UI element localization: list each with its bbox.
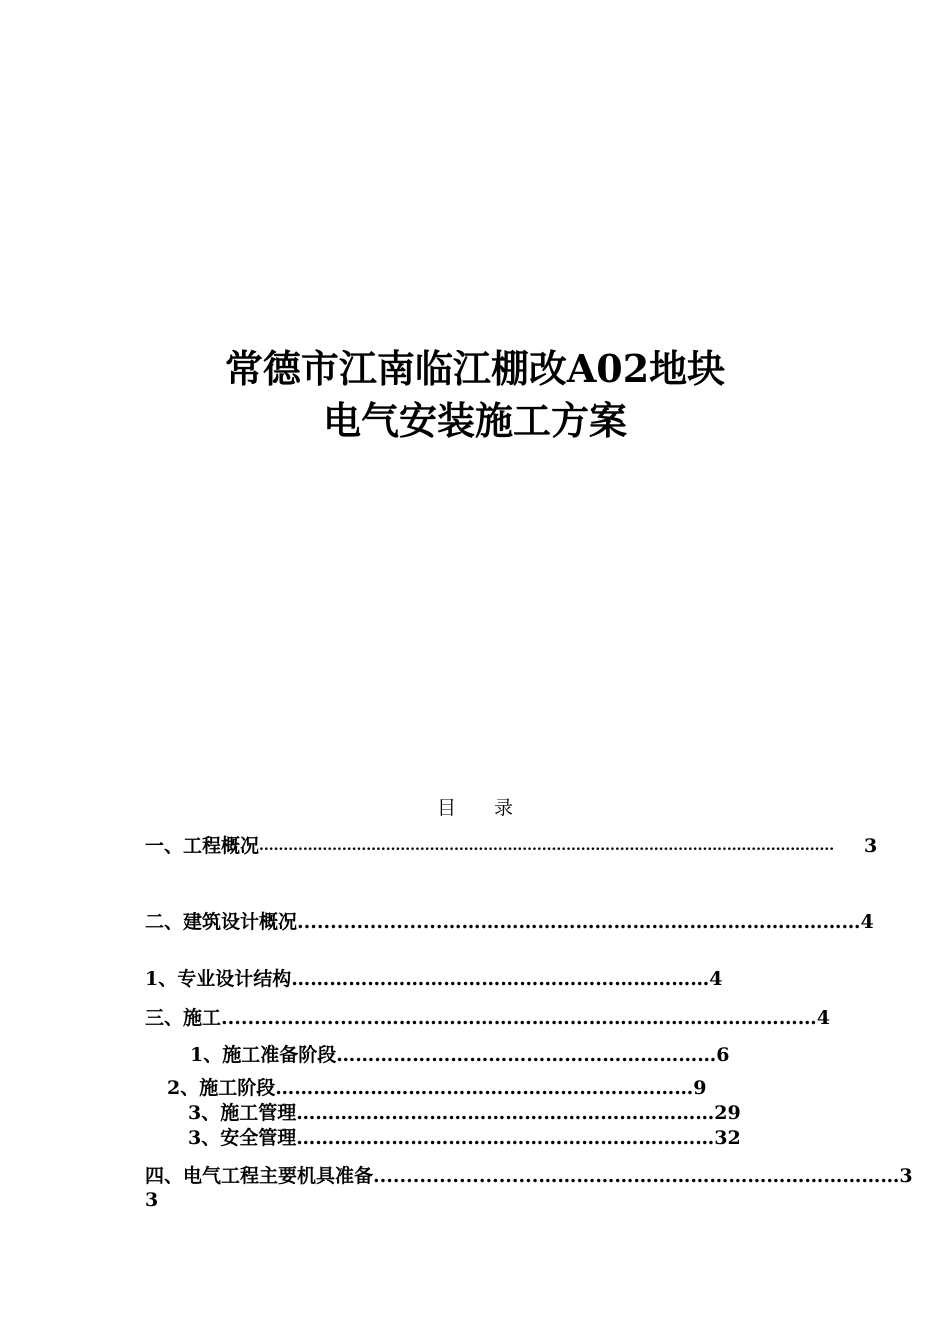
toc-entry-label: 1、专业设计结构 [145, 968, 292, 990]
toc-entry-label: 3、施工管理 [188, 1102, 297, 1124]
toc-entry-label: 1、施工准备阶段 [190, 1044, 337, 1066]
toc-entry-7[interactable] [188, 1101, 818, 1125]
toc-entry-label: 3、安全管理 [188, 1127, 297, 1149]
toc-page-number: 6 [716, 1044, 730, 1066]
toc-leader-dots: ...................................................................................................................... [259, 838, 835, 854]
toc-entry-label: 三、施工 [145, 1007, 222, 1029]
toc-leader-dots: ………………………………………………………… [291, 968, 710, 990]
toc-page-number: 29 [714, 1102, 741, 1124]
toc-page-number: 9 [693, 1077, 707, 1099]
toc-entry-5[interactable] [190, 1043, 810, 1067]
toc-page-number: 32 [714, 1127, 741, 1149]
toc-leader-dots: ………………………………………………………… [296, 1127, 715, 1149]
toc-page-number: 3 [864, 835, 878, 857]
document-title-line-1: 常德市江南临江棚改A02地块 [224, 346, 726, 391]
toc-entry-6[interactable] [167, 1076, 787, 1100]
toc-entry-4[interactable] [145, 1006, 915, 1030]
toc-entry-label: 二、建筑设计概况 [145, 911, 298, 933]
document-title-line-2: 电气安装施工方案 [322, 398, 627, 443]
toc-entry-label: 2、施工阶段 [167, 1077, 276, 1099]
toc-entry-3[interactable] [145, 967, 805, 991]
toc-leader-dots: ......................………………………………………………………… [297, 911, 861, 933]
toc-leader-dots: ………………………………………………………… [275, 1077, 694, 1099]
toc-leader-dots: ………………………………………………………… [296, 1102, 715, 1124]
toc-leader-dots: …………………………………………………… [336, 1044, 717, 1066]
toc-page-number: 4 [816, 1007, 831, 1029]
toc-leader-dots: .........................………………………………………………… [373, 1165, 900, 1187]
toc-page-number: 33 [145, 1165, 913, 1211]
toc-page-number: 4 [860, 911, 874, 933]
toc-entry-8[interactable] [188, 1126, 818, 1150]
toc-page-number: 4 [709, 968, 723, 990]
toc-entry-label: 四、电气工程主要机具准备 [145, 1165, 374, 1187]
toc-entry-label: 一、工程概况 [145, 835, 260, 857]
toc-heading: 目 录 [436, 797, 513, 819]
toc-leader-dots: ........................…………………………………………………………… [221, 1007, 817, 1029]
toc-entry-9[interactable] [145, 1164, 913, 1214]
toc-entry-1[interactable] [145, 834, 910, 858]
toc-entry-2[interactable] [145, 910, 913, 960]
